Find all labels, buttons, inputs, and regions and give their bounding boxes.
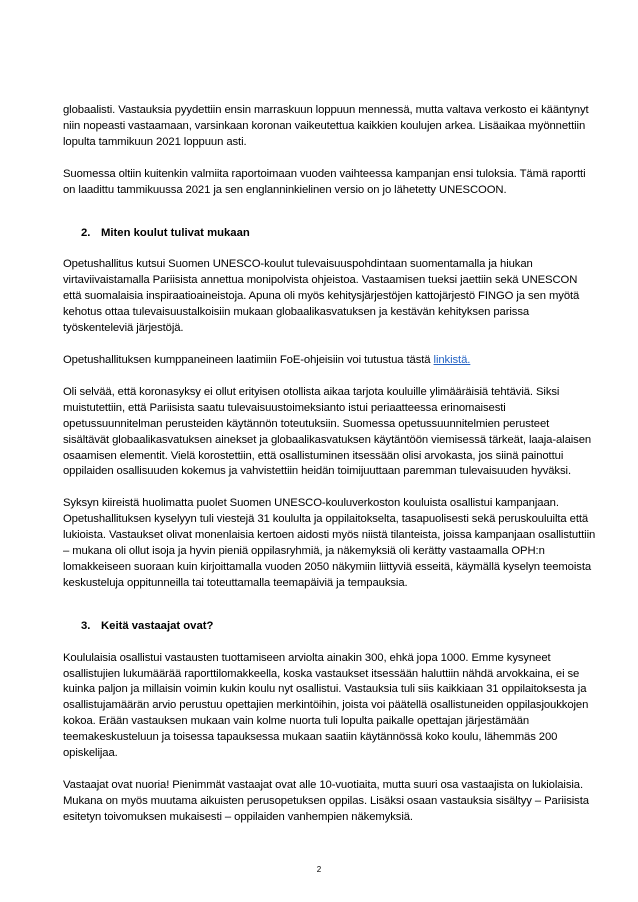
section-title: Miten koulut tulivat mukaan bbox=[101, 226, 250, 239]
page-number: 2 bbox=[316, 865, 322, 874]
paragraph-s2-3: Oli selvää, että koronasyksy ei ollut erityisen otollista aikaa tarjota kouluille ylimääräisiä tehtäviä. Siksi muistutettiin, että Pariisista saatu tulevaisuustoimeksianto istui periaatteessa erinomaisesti opetussuunnitelman perusteiden käytännön toteutuksiin. Suomessa opetussuunnitelmien perusteet sisältävät globaalikasvatuksen ainekset ja globaalikasvatuksen käytäntöön viemisessä tärkeät, laaja-alaisen osaamisen elementit. Vielä korostettiin, että osallistuminen itsessään olisi arvokasta, jos siinä painottui oppilaiden osallisuuden kokemus ja vahvistettiin heidän toimijuuttaan paremman tulevaisuuden hyväksi. bbox=[63, 385, 592, 478]
document-page bbox=[63, 103, 598, 826]
paragraph-s2-4: Syksyn kiireistä huolimatta puolet Suomen UNESCO-kouluverkoston kouluista osallistui kampanjaan. Opetushallituksen kyselyyn tuli viestejä 31 koululta ja oppilaitokselta, tasapuolisesti sekä peruskouluilta että lukioista. Vastaukset olivat monenlaisia kertoen aidosti myös niistä tilanteista, joissa kampanjaan osallistuttiin – mukana oli ollut isoja ja hyvin pieniä oppilasryhmiä, ja näkemyksiä oli kerätty vastaamalla OPH:n lomakkeiseen suoraan kuin kirjoittamalla vuoden 2050 näkymiin liittyviä esseitä, käymällä kyselyn teemoista keskusteluja oppitunneilla tai toteuttamalla teemapäiviä ja tempauksia. bbox=[63, 497, 596, 589]
section-number: 3. bbox=[81, 619, 91, 632]
paragraph-intro-1: globaalisti. Vastauksia pyydettiin ensin marraskuun loppuun mennessä, mutta valtava verkosto ei kääntynyt niin nopeasti vastaamaan, varsinkaan koronan vaikeutettua kaikkien koulujen arkea. Lisäaikaa myönnettiin lopulta tammikuun 2021 loppuun asti. bbox=[63, 104, 589, 148]
paragraph-intro-2: Suomessa oltiin kuitenkin valmiita raportoimaan vuoden vaihteessa kampanjan ensi tuloksia. Tämä raportti on laadittu tammikuussa 2021 ja sen englanninkielinen versio on jo lähetetty UNESCOON. bbox=[63, 167, 586, 196]
paragraph-s3-2: Vastaajat ovat nuoria! Pienimmät vastaajat ovat alle 10-vuotiaita, mutta suuri osa vastaajista on lukiolaisia. Mukana on myös muutama aikuisten perusopetuksen oppilas. Lisäksi osaan vastauksia sisältyy – Pariisista esitetyn toivomuksen mukaisesti – oppilaiden vanhempien näkemyksiä. bbox=[63, 779, 589, 823]
section-heading-3 bbox=[63, 619, 598, 635]
paragraph-s2-2 bbox=[63, 353, 598, 369]
foe-guidelines-link[interactable]: linkistä. bbox=[433, 353, 471, 366]
paragraph-s2-1: Opetushallitus kutsui Suomen UNESCO-koulut tulevaisuuspohdintaan suomentamalla ja hiukan virtaviivaistamalla Pariisista annettua monipolvista ohjeistoa. Vastaamisen tueksi jaettiin sekä UNESCON että suomalaisia inspiraatioaineistoja. Apuna oli myös kehitysjärjestöjen kattojärjestö FINGO ja sen myötä kehotus ottaa tulevaisuustalkoisiin mukaan globaalikasvatuksen ja kestävän kehityksen parissa työskenteleviä järjestöjä. bbox=[63, 258, 580, 335]
paragraph-s2-2-text: Opetushallituksen kumppaneineen laatimiin FoE-ohjeisiin voi tutustua tästä bbox=[63, 353, 434, 366]
paragraph-s3-1: Koululaisia osallistui vastausten tuottamiseen arviolta ainakin 300, ehkä jopa 1000. Emme kysyneet osallistujien lukumäärää raporttilomakkeella, koska vastaukset itsessään haluttiin nähdä arvokkaina, ei se kuinka paljon ja millaisin voimin kukin koulu nyt osallistui. Vastauksia tuli siis kaikkiaan 31 oppilaitoksesta ja osallistujamäärän arvio perustuu opettajien merkintöihin, joista voi päätellä osallistuneiden oppilasjoukkojen kokoa. Erään vastauksen mukaan vain kolme nuorta tuli lopulta paikalle opettajan järjestämään teemakeskusteluun ja toisessa tapauksessa mukaan saatiin käytännössä koko koulu, lähemmäs 200 opiskelijaa. bbox=[63, 651, 589, 760]
section-number: 2. bbox=[81, 226, 91, 239]
section-heading-2 bbox=[63, 226, 598, 242]
section-title: Keitä vastaajat ovat? bbox=[101, 619, 214, 632]
